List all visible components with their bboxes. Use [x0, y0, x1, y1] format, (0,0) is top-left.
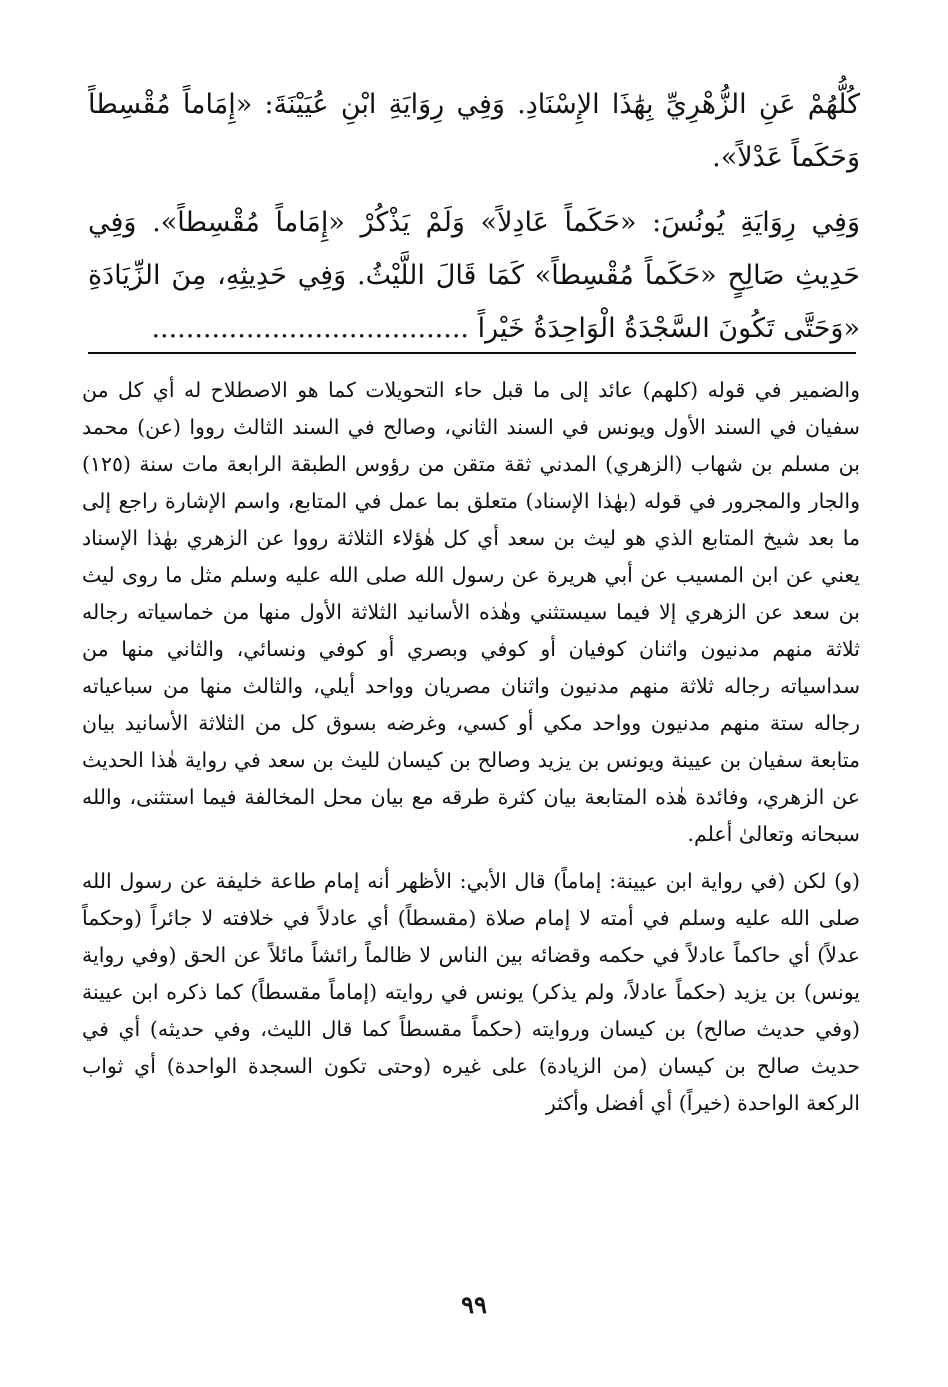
hadith-paragraph-2: وَفِي رِوَايَةِ يُونُسَ: «حَكَماً عَادِلاً» وَلَمْ يَذْكُرْ «إِمَاماً مُقْسِطاً». وَفِي حَدِيثِ صَالِحٍ «حَكَماً مُقْسِطاً» كَمَا قَالَ اللَّيْثُ. وَفِي حَدِيثِهِ، مِنَ الزِّيَادَةِ «وَحَتَّى تَكُونَ السَّجْدَةُ الْوَاحِدَةُ خَيْراً ..................................... [88, 207, 860, 344]
page-number: ٩٩ [461, 1290, 487, 1319]
hadith-text [88, 78, 860, 367]
commentary-paragraph-2: (و) لكن (في رواية ابن عيينة: إماماً) قال الأبي: الأظهر أنه إمام طاعة خليفة عن رسول الله صلى الله عليه وسلم في أمته لا إمام صلاة (مقسطاً) أي عادلاً في خلافته لا جائراً (وحكماً عدلاً) أي حاكماً عادلاً في حكمه وقضائه بين الناس لا ظالماً رائشاً مائلاً عن الحق (وفي رواية يونس) بن يزيد (حكماً عادلاً، ولم يذكر) يونس في روايته (إماماً مقسطاً) كما ذكره ابن عيينة (وفي حديث صالح) بن كيسان وروايته (حكماً مقسطاً كما قال الليث، وفي حديثه) أي في حديث صالح بن كيسان (من الزيادة) على غيره (وحتى تكون السجدة الواحدة) أي ثواب الركعة الواحدة (خيراً) أي أفضل وأكثر [82, 869, 860, 1115]
commentary-paragraph-1: والضمير في قوله (كلهم) عائد إلى ما قبل حاء التحويلات كما هو الاصطلاح له أي كل من سفيان في السند الأول ويونس في السند الثاني، وصالح في السند الثالث رووا (عن) محمد بن مسلم بن شهاب (الزهري) المدني ثقة متقن من رؤوس الطبقة الرابعة مات سنة (١٢٥) والجار والمجرور في قوله (بهٰذا الإسناد) متعلق بما عمل في المتابع، واسم الإشارة راجع إلى ما بعد شيخ المتابع الذي هو ليث بن سعد أي كل هٰؤلاء الثلاثة رووا عن الزهري بهٰذا الإسناد يعني عن ابن المسيب عن أبي هريرة عن رسول الله صلى الله عليه وسلم مثل ما روى ليث بن سعد عن الزهري إلا فيما سيستثني وهٰذه الأسانيد الثلاثة الأول منها من خماسياته رجاله ثلاثة منهم مدنيون واثنان كوفيان أو كوفي وبصري أو كوفي ونسائي، والثاني منها من سداسياته رجاله ثلاثة منهم مدنيون واثنان مصريان وواحد أيلي، والثالث منها من سباعياته رجاله ستة منهم مدنيون وواحد مكي أو كسي، وغرضه بسوق كل من الثلاثة الأسانيد بيان متابعة سفيان بن عيينة ويونس بن يزيد وصالح بن كيسان لليث بن سعد في رواية هٰذا الحديث عن الزهري، وفائدة هٰذه المتابعة بيان كثرة طرقه مع بيان محل المخالفة فيما استثنى، والله سبحانه وتعالىٰ أعلم. [82, 378, 860, 846]
commentary-text [82, 372, 860, 1132]
section-divider [88, 352, 856, 354]
hadith-paragraph-1: كُلُّهُمْ عَنِ الزُّهْرِيِّ بِهَٰذَا الإِسْنَادِ. وَفِي رِوَايَةِ ابْنِ عُيَيْنَةَ: «إِمَاماً مُقْسِطاً وَحَكَماً عَدْلاً». [88, 89, 860, 173]
